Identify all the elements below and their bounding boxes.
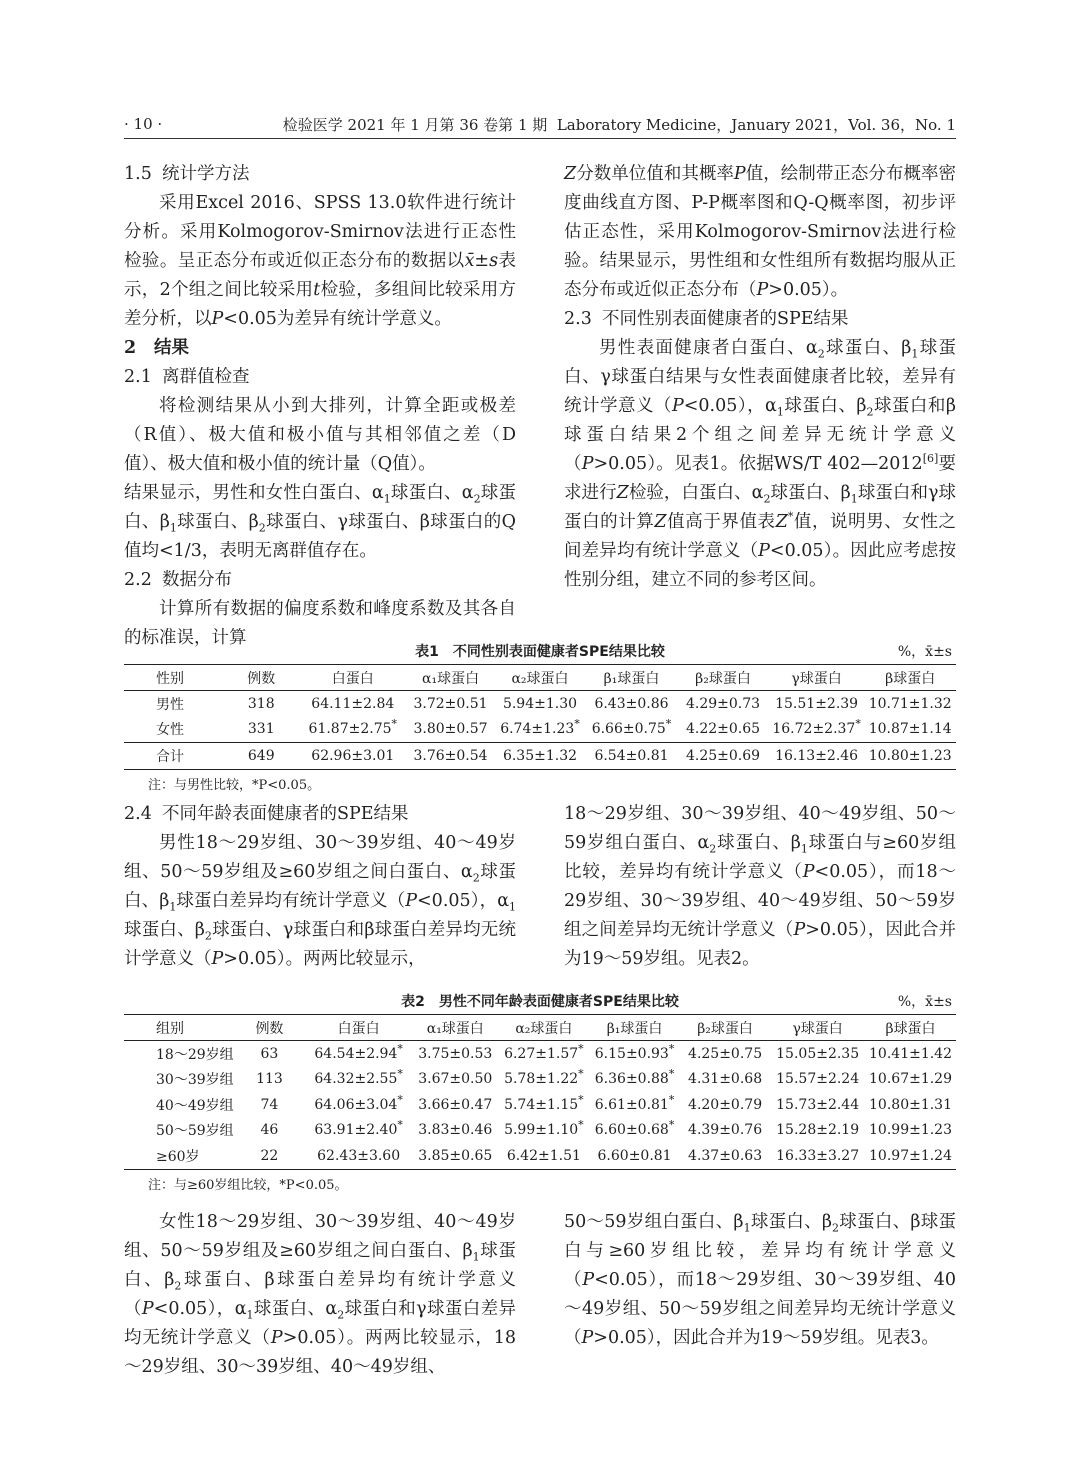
table-1-cell: 62.96±3.01 (299, 743, 407, 770)
running-header (124, 112, 956, 136)
table-2-unit: %，x̄±s (897, 994, 952, 1010)
table-1-header-cell: 性别 (124, 665, 224, 691)
table-2-header-cell: α₂球蛋白 (499, 1015, 590, 1041)
table-2-cell: 46 (260, 1122, 279, 1139)
table-2-cell: 4.20±0.79 (688, 1096, 763, 1113)
significance-mark: * (397, 1042, 403, 1056)
table-2-cell: 10.99±1.23 (869, 1122, 952, 1139)
significance-mark: * (574, 717, 580, 731)
table-2-cell: 10.80±1.31 (869, 1096, 952, 1113)
significance-mark: * (665, 717, 672, 731)
table-2-cell: 6.60±0.81 (589, 1143, 680, 1169)
table-2-caption: 表2 男性不同年龄表面健康者SPE结果比较 %，x̄±s (124, 990, 956, 1014)
table-1-header-cell: 白蛋白 (299, 665, 407, 691)
table-2-cell: 64.06±3.04* (314, 1093, 403, 1113)
table-2-cell: 18～29岁组 (156, 1046, 234, 1063)
table-2-cell: 3.67±0.50 (418, 1071, 493, 1088)
table-1-cell: 16.13±2.46 (769, 743, 865, 770)
table-2-cell: 10.67±1.29 (869, 1071, 952, 1088)
table-2-cell: 6.60±0.68* (594, 1118, 675, 1139)
table-1-cell: 合计 (124, 743, 224, 770)
table-2-cell: 64.54±2.94* (314, 1042, 403, 1062)
journal-name-cn: 检验医学 2021 年 1 月第 36 卷第 1 期 (282, 115, 548, 134)
table-row (124, 1092, 956, 1118)
table-row (124, 1067, 956, 1093)
table-1-cell: 64.11±2.84 (311, 695, 395, 712)
header-rule (124, 138, 956, 139)
table-2-cell: 63 (260, 1045, 279, 1062)
table-1-cell: 6.66±0.75* (591, 717, 672, 738)
table-2-cell: 5.74±1.15* (504, 1093, 584, 1113)
table-2-cell: 40～49岁组 (156, 1097, 234, 1114)
female-age-cont: 50～59岁组白蛋白、$\beta_1$球蛋白、$\beta_2$球蛋白、β球蛋白与≥60岁组比较，差异均有统计学意义（P<0.05），而18～29岁组、30～39岁组、40～49岁组、50～59岁组之间差异均无统计学意义（P>0.05），因此合并为19～59岁组。见表3。 (564, 1212, 957, 1348)
table-1-cell: 4.22±0.65 (685, 721, 761, 738)
table-2-header-cell: 白蛋白 (305, 1015, 412, 1041)
table-1-header-cell: β₁球蛋白 (586, 665, 678, 691)
table-1-cell: 10.80±1.23 (864, 743, 956, 770)
table-2-cell: 30～39岁组 (156, 1072, 234, 1089)
significance-mark: * (578, 1042, 584, 1056)
significance-mark: * (397, 1118, 403, 1132)
table-2-cell: 6.36±0.88* (594, 1067, 675, 1088)
table-2-cell: 63.91±2.40* (314, 1118, 403, 1139)
table-1-cell: 318 (247, 695, 275, 712)
section-2-1-result: 结果显示，男性和女性白蛋白、$\alpha_1$球蛋白、$\alpha_2$球蛋白、$\beta_1$球蛋白、$\beta_2$球蛋白、γ球蛋白、β球蛋白的Q值均<1/3，表明无离群值存在。 (124, 483, 516, 561)
table-2-cell: 50～59岁组 (156, 1123, 234, 1140)
table-2-cell: 4.37±0.63 (680, 1143, 770, 1169)
table-2-header-cell: β球蛋白 (865, 1015, 956, 1041)
table-1-cell: 4.29±0.73 (685, 695, 761, 712)
table-1-cell: 649 (224, 743, 299, 770)
table-2-cell: 64.32±2.55* (314, 1067, 403, 1088)
table-2-cell: 3.83±0.46 (418, 1122, 493, 1139)
significance-mark: * (578, 1093, 584, 1107)
table-1-cell: 男性 (156, 696, 184, 713)
significance-mark: * (855, 717, 861, 731)
table-2-cell: 3.85±0.65 (412, 1143, 498, 1169)
table-1-header-cell: α₂球蛋白 (494, 665, 586, 691)
table-2 (124, 990, 956, 1193)
section-2-2-cont: Z分数单位值和其概率P值，绘制带正态分布概率密度曲线直方图、P-P概率图和Q-Q概率图，初步评估正态性，采用Kolmogorov-Smirnov法进行检验。结果显示，男性组和女性组所有数据均服从正态分布或近似正态分布（P>0.05）。 (564, 164, 957, 300)
significance-mark: * (668, 1093, 675, 1107)
table-2-cell: 4.25±0.75 (688, 1045, 763, 1062)
section-1-5-para: 采用Excel 2016、SPSS 13.0软件进行统计分析。采用Kolmogorov-Smirnov法进行正态性检验。呈正态分布或近似正态分布的数据以x̄±s表示，2个组之间比较采用t检验，多组间比较采用方差分析，以P<0.05为差异有统计学意义。 (124, 193, 517, 329)
table-1-cell: 3.72±0.51 (413, 695, 488, 712)
table-1-cell: 6.35±1.32 (494, 743, 586, 770)
table-2-cell: 113 (256, 1071, 283, 1088)
section-1-5-heading: 1.5 统计学方法 (124, 164, 250, 184)
table-2-cell: 15.28±2.19 (776, 1122, 860, 1139)
journal-name-en: Laboratory Medicine，January 2021，Vol. 36，No. 1 (556, 115, 956, 134)
table-2-cell: 15.73±2.44 (776, 1096, 860, 1113)
significance-mark: * (397, 1093, 403, 1107)
journal-citation (283, 114, 956, 135)
table-1 (124, 640, 956, 793)
section-2-2-para: 计算所有数据的偏度系数和峰度系数及其各自的标准误，计算 (124, 599, 516, 648)
table-1-header-cell: α₁球蛋白 (407, 665, 494, 691)
table-2-cell: 4.39±0.76 (688, 1122, 763, 1139)
table-2-cell: 6.15±0.93* (594, 1042, 675, 1062)
table-2-header-cell: β₁球蛋白 (589, 1015, 680, 1041)
page-number: · 10 · (124, 115, 163, 133)
significance-mark: * (397, 1067, 403, 1081)
table-1-cell: 4.25±0.69 (677, 743, 769, 770)
table-1-cell: 6.74±1.23* (500, 717, 580, 738)
table-2-cell: 74 (260, 1096, 279, 1113)
table-1-cell: 6.43±0.86 (594, 695, 669, 712)
table-1-cell: 15.51±2.39 (775, 695, 859, 712)
table-1-cell: 16.72±2.37* (772, 717, 861, 738)
table-2-header-cell: 组别 (124, 1015, 234, 1041)
table-row (124, 717, 956, 743)
section-2-4-heading: 2.4 不同年龄表面健康者的SPE结果 (124, 804, 409, 824)
table-1-cell: 3.76±0.54 (407, 743, 494, 770)
table-2-cell: 10.41±1.42 (869, 1045, 952, 1062)
section-2-1-para: 将检测结果从小到大排列，计算全距或极差（R值）、极大值和极小值与其相邻值之差（D值）、极大值和极小值的统计量（Q值）。 (124, 396, 516, 474)
section-2-heading: 2 结果 (124, 338, 189, 358)
table-2-cell: 5.78±1.22* (504, 1067, 584, 1088)
table-2-header-cell: γ球蛋白 (770, 1015, 865, 1041)
table-2-cell: 6.42±1.51 (499, 1143, 590, 1169)
significance-mark: * (391, 717, 398, 731)
table-2-cell: 10.97±1.24 (865, 1143, 956, 1169)
section-2-4-para: 男性18～29岁组、30～39岁组、40～49岁组、50～59岁组及≥60岁组之间白蛋白、$\alpha_2$球蛋白、$\beta_1$球蛋白差异均有统计学意义（P<0.05），$\alpha_1$球蛋白、$\beta_2$球蛋白、γ球蛋白和β球蛋白差异均无统计学意义（P>0.05）。两两比较显示， (124, 833, 517, 969)
section-2-3-heading: 2.3 不同性别表面健康者的SPE结果 (564, 309, 849, 329)
table-2-cell: 22 (234, 1143, 306, 1169)
right-column-middle (564, 800, 956, 974)
table-2-header-cell: β₂球蛋白 (680, 1015, 770, 1041)
table-1-header-cell: γ球蛋白 (769, 665, 865, 691)
section-2-4-cont: 18～29岁组、30～39岁组、40～49岁组、50～59岁组白蛋白、$\alpha_2$球蛋白、$\beta_1$球蛋白与≥60岁组比较，差异均有统计学意义（P<0.05），而18～29岁组、30～39岁组、40～49岁组、50～59岁组之间差异均无统计学意义（P>0.05），因此合并为19～59岁组。见表2。 (564, 804, 956, 969)
table-2-cell: 6.61±0.81* (594, 1093, 675, 1113)
table-2-cell: 5.99±1.10* (504, 1118, 584, 1139)
section-2-3-para: 男性表面健康者白蛋白、$\alpha_2$球蛋白、$\beta_1$球蛋白、γ球蛋白结果与女性表面健康者比较，差异有统计学意义（P<0.05），$\alpha_1$球蛋白、$\beta_2$球蛋白和β球蛋白结果2个组之间差异无统计学意义（P>0.05）。见表1。依据WS/T 402—2012[6]要求进行Z检验，白蛋白、$\alpha_2$球蛋白、$\beta_1$球蛋白和γ球蛋白的计算Z值高于界值表Z*值，说明男、女性之间差异均有统计学意义（P<0.05）。因此应考虑按性别分组，建立不同的参考区间。 (564, 338, 957, 590)
left-column-middle (124, 800, 516, 974)
table-1-header-cell: 例数 (224, 665, 299, 691)
table-2-cell: 62.43±3.60 (305, 1143, 412, 1169)
table-1-note: 注：与男性比较，*P<0.05。 (148, 777, 321, 793)
table-row (124, 1143, 956, 1169)
table-1-cell: 10.71±1.32 (868, 695, 952, 712)
significance-mark: * (578, 1067, 584, 1081)
table-2-header-cell: α₁球蛋白 (412, 1015, 498, 1041)
table-1-cell: 女性 (156, 722, 184, 739)
significance-mark: * (668, 1067, 675, 1081)
significance-mark: * (578, 1118, 584, 1132)
table-2-cell: 3.66±0.47 (418, 1096, 493, 1113)
female-age-para: 女性18～29岁组、30～39岁组、40～49岁组、50～59岁组及≥60岁组之间白蛋白、$\beta_1$球蛋白、$\beta_2$球蛋白、β球蛋白差异均有统计学意义（P<0.05），$\alpha_1$球蛋白、$\alpha_2$球蛋白和γ球蛋白差异均无统计学意义（P>0.05）。两两比较显示，18～29岁组、30～39岁组、40～49岁组、 (124, 1212, 517, 1377)
table-2-note: 注：与≥60岁组比较，*P<0.05。 (148, 1177, 348, 1193)
right-column-top (564, 160, 956, 595)
table-1-cell: 10.87±1.14 (868, 721, 952, 738)
table-1-cell: 6.54±0.81 (586, 743, 678, 770)
table-1-cell: 61.87±2.75* (308, 717, 398, 738)
table-2-header-cell: 例数 (234, 1015, 306, 1041)
table-2-cell: 15.05±2.35 (776, 1045, 860, 1062)
table-2-cell: 15.57±2.24 (776, 1071, 860, 1088)
table-1-caption: 表1 不同性别表面健康者SPE结果比较 %，x̄±s (124, 640, 956, 664)
table-1-cell: 3.80±0.57 (413, 721, 488, 738)
table-2-cell: 16.33±3.27 (770, 1143, 865, 1169)
table-row (124, 1118, 956, 1144)
table-2-cell: 3.75±0.53 (418, 1045, 493, 1062)
section-2-1-heading: 2.1 离群值检查 (124, 367, 250, 387)
significance-mark: * (668, 1042, 675, 1056)
section-2-2-heading: 2.2 数据分布 (124, 570, 232, 590)
right-column-bottom (564, 1208, 956, 1353)
table-row (124, 1041, 956, 1067)
left-column-bottom (124, 1208, 516, 1382)
table-1-header-cell: β球蛋白 (864, 665, 956, 691)
table-2-cell: 4.31±0.68 (688, 1071, 763, 1088)
significance-mark: * (668, 1118, 675, 1132)
table-1-grid (124, 664, 956, 770)
table-row (124, 743, 956, 770)
table-1-header-cell: β₂球蛋白 (677, 665, 769, 691)
table-1-cell: 331 (247, 721, 275, 738)
table-row (124, 691, 956, 717)
table-1-cell: 5.94±1.30 (502, 695, 578, 712)
table-2-cell: 6.27±1.57* (504, 1042, 584, 1062)
table-2-grid (124, 1014, 956, 1170)
table-1-unit: %，x̄±s (897, 644, 952, 660)
left-column-top (124, 160, 517, 648)
table-2-cell: ≥60岁 (124, 1143, 234, 1169)
